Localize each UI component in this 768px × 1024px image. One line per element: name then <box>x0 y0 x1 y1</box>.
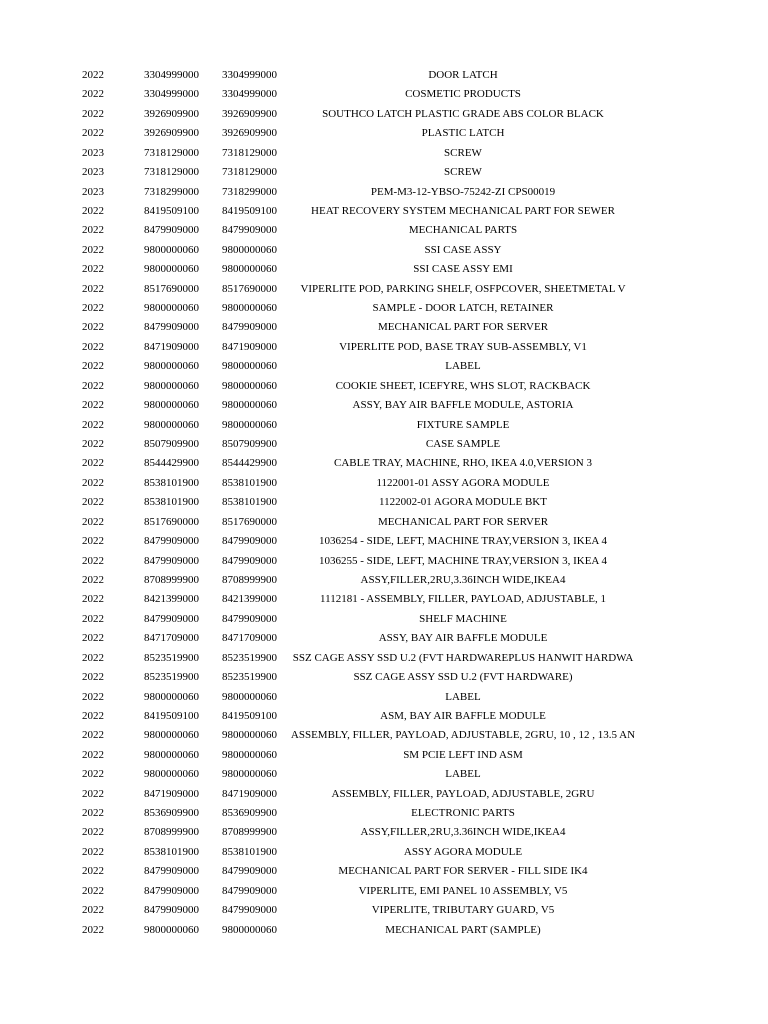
code-cell: 9800000060 <box>144 690 199 703</box>
code-cell: 8708999900 <box>144 826 199 839</box>
code-cell: 9800000060 <box>144 243 199 256</box>
code-cell: 3304999000 <box>222 69 277 81</box>
code-cell: 8517690000 <box>144 282 199 295</box>
description-cell: SSI CASE ASSY EMI <box>413 263 513 276</box>
code-cell: 9800000060 <box>144 729 199 742</box>
description-cell: SSZ CAGE ASSY SSD U.2 (FVT HARDWARE) <box>353 671 573 684</box>
code-cell: 8507909900 <box>222 438 277 451</box>
description-cell: VIPERLITE, TRIBUTARY GUARD, V5 <box>371 904 555 917</box>
description-cell: SSZ CAGE ASSY SSD U.2 (FVT HARDWAREPLUS HANWIT HARDWA <box>292 651 634 664</box>
code-cell: 8479909000 <box>222 904 277 917</box>
year-cell: 2022 <box>82 554 104 567</box>
description-cell: MECHANICAL PART (SAMPLE) <box>385 923 541 936</box>
code-cell: 8538101900 <box>144 476 199 489</box>
description-cell: MECHANICAL PARTS <box>408 224 518 237</box>
code-cell: 9800000060 <box>144 399 199 412</box>
code-cell: 3926909900 <box>144 127 199 140</box>
description-cell: LABEL <box>445 690 481 703</box>
code-cell: 8479909000 <box>144 224 199 237</box>
table-row <box>0 552 768 571</box>
description-cell: ELECTRONIC PARTS <box>411 807 515 820</box>
table-row <box>0 590 768 609</box>
table-row <box>0 221 768 240</box>
year-cell: 2022 <box>82 612 104 625</box>
table-row <box>0 726 768 745</box>
year-cell: 2022 <box>82 884 104 897</box>
table-row <box>0 260 768 279</box>
description-cell: MECHANICAL PART FOR SERVER <box>377 515 549 528</box>
code-cell: 3926909900 <box>222 107 277 120</box>
code-cell: 9800000060 <box>222 768 277 781</box>
code-cell: 8479909000 <box>222 554 277 567</box>
code-cell: 9800000060 <box>222 729 277 742</box>
code-cell: 8523519900 <box>144 671 199 684</box>
year-cell: 2022 <box>82 515 104 528</box>
code-cell: 9800000060 <box>144 360 199 373</box>
year-cell: 2022 <box>82 496 104 509</box>
code-cell: 7318299000 <box>222 185 277 198</box>
year-cell: 2022 <box>82 399 104 412</box>
year-cell: 2022 <box>82 904 104 917</box>
table-row <box>0 532 768 551</box>
table-row <box>0 105 768 124</box>
table-row <box>0 765 768 784</box>
code-cell: 8538101900 <box>144 496 199 509</box>
description-cell: SCREW <box>444 146 482 159</box>
year-cell: 2022 <box>82 379 104 392</box>
code-cell: 8471909000 <box>144 787 199 800</box>
year-cell: 2022 <box>82 651 104 664</box>
description-cell: ASSY AGORA MODULE <box>403 845 523 858</box>
code-cell: 8419509100 <box>222 709 277 722</box>
code-cell: 8471909000 <box>144 340 199 353</box>
year-cell: 2022 <box>82 243 104 256</box>
year-cell: 2022 <box>82 826 104 839</box>
code-cell: 9800000060 <box>144 379 199 392</box>
code-cell: 8479909000 <box>222 865 277 878</box>
code-cell: 8479909000 <box>144 535 199 548</box>
description-cell: MECHANICAL PART FOR SERVER <box>377 321 549 334</box>
table-row <box>0 396 768 415</box>
description-cell: ASSY,FILLER,2RU,3.36INCH WIDE,IKEA4 <box>360 573 566 586</box>
description-cell: CASE SAMPLE <box>425 438 501 451</box>
code-cell: 8517690000 <box>222 282 277 295</box>
code-cell: 9800000060 <box>144 923 199 936</box>
year-cell: 2022 <box>82 127 104 140</box>
code-cell: 8538101900 <box>144 845 199 858</box>
table-row <box>0 901 768 920</box>
code-cell: 8479909000 <box>222 321 277 334</box>
code-cell: 9800000060 <box>222 748 277 761</box>
table-row <box>0 416 768 435</box>
year-cell: 2022 <box>82 360 104 373</box>
code-cell: 8479909000 <box>222 884 277 897</box>
code-cell: 8479909000 <box>222 535 277 548</box>
code-cell: 8536909900 <box>222 807 277 820</box>
code-cell: 8523519900 <box>222 651 277 664</box>
table-row <box>0 318 768 337</box>
description-cell: 1036254 - SIDE, LEFT, MACHINE TRAY,VERSION 3, IKEA 4 <box>318 535 608 548</box>
year-cell: 2022 <box>82 340 104 353</box>
table-row <box>0 707 768 726</box>
code-cell: 8471709000 <box>222 632 277 645</box>
year-cell: 2022 <box>82 787 104 800</box>
year-cell: 2022 <box>82 690 104 703</box>
year-cell: 2023 <box>82 185 104 198</box>
table-row <box>0 493 768 512</box>
code-cell: 8507909900 <box>144 438 199 451</box>
description-cell: VIPERLITE POD, BASE TRAY SUB-ASSEMBLY, V1 <box>339 340 587 353</box>
description-cell: 1036255 - SIDE, LEFT, MACHINE TRAY,VERSION 3, IKEA 4 <box>318 554 608 567</box>
table-row <box>0 882 768 901</box>
code-cell: 8419509100 <box>144 204 199 217</box>
year-cell: 2022 <box>82 573 104 586</box>
code-cell: 7318129000 <box>144 146 199 159</box>
code-cell: 8471909000 <box>222 787 277 800</box>
year-cell: 2023 <box>82 166 104 179</box>
description-cell: PEM-M3-12-YBSO-75242-ZI CPS00019 <box>370 185 556 198</box>
year-cell: 2022 <box>82 845 104 858</box>
description-cell: SAMPLE - DOOR LATCH, RETAINER <box>372 302 554 315</box>
table-row <box>0 804 768 823</box>
code-cell: 9800000060 <box>222 360 277 373</box>
year-cell: 2022 <box>82 923 104 936</box>
description-cell: PLASTIC LATCH <box>421 127 505 140</box>
table-row <box>0 280 768 299</box>
code-cell: 8523519900 <box>222 671 277 684</box>
code-cell: 9800000060 <box>222 399 277 412</box>
description-cell: 1112181 - ASSEMBLY, FILLER, PAYLOAD, ADJUSTABLE, 1 <box>320 593 606 606</box>
table-row <box>0 629 768 648</box>
description-cell: SOUTHCO LATCH PLASTIC GRADE ABS COLOR BLACK <box>322 107 604 120</box>
code-cell: 9800000060 <box>222 690 277 703</box>
code-cell: 8517690000 <box>144 515 199 528</box>
year-cell: 2022 <box>82 768 104 781</box>
code-cell: 7318129000 <box>222 146 277 159</box>
year-cell: 2022 <box>82 224 104 237</box>
year-cell: 2022 <box>82 69 104 81</box>
code-cell: 8479909000 <box>144 554 199 567</box>
description-cell: COSMETIC PRODUCTS <box>405 88 521 101</box>
table-row <box>0 183 768 202</box>
description-cell: LABEL <box>445 768 481 781</box>
table-row <box>0 862 768 881</box>
code-cell: 7318299000 <box>144 185 199 198</box>
description-cell: ASSEMBLY, FILLER, PAYLOAD, ADJUSTABLE, 2GRU <box>331 787 595 800</box>
year-cell: 2022 <box>82 302 104 315</box>
table-row <box>0 474 768 493</box>
year-cell: 2022 <box>82 632 104 645</box>
table-row <box>0 454 768 473</box>
table-row <box>0 921 768 940</box>
code-cell: 8708999900 <box>144 573 199 586</box>
code-cell: 8419509100 <box>222 204 277 217</box>
code-cell: 8479909000 <box>144 884 199 897</box>
description-cell: CABLE TRAY, MACHINE, RHO, IKEA 4.0,VERSION 3 <box>333 457 592 470</box>
code-cell: 3304999000 <box>144 88 199 101</box>
table-row <box>0 299 768 318</box>
code-cell: 8479909000 <box>222 224 277 237</box>
table-row <box>0 843 768 862</box>
code-cell: 8523519900 <box>144 651 199 664</box>
year-cell: 2022 <box>82 476 104 489</box>
description-cell: SCREW <box>444 166 482 179</box>
code-cell: 8419509100 <box>144 709 199 722</box>
description-cell: 1122001-01 ASSY AGORA MODULE <box>376 476 550 489</box>
code-cell: 8517690000 <box>222 515 277 528</box>
description-cell: ASSY,FILLER,2RU,3.36INCH WIDE,IKEA4 <box>360 826 566 839</box>
year-cell: 2022 <box>82 535 104 548</box>
year-cell: 2022 <box>82 204 104 217</box>
code-cell: 9800000060 <box>144 263 199 276</box>
description-cell: VIPERLITE, EMI PANEL 10 ASSEMBLY, V5 <box>358 884 568 897</box>
code-cell: 9800000060 <box>144 748 199 761</box>
code-cell: 9800000060 <box>222 263 277 276</box>
code-cell: 9800000060 <box>222 302 277 315</box>
code-cell: 3926909900 <box>222 127 277 140</box>
table-row <box>0 202 768 221</box>
table-row <box>0 338 768 357</box>
year-cell: 2022 <box>82 88 104 101</box>
table-row <box>0 688 768 707</box>
description-cell: MECHANICAL PART FOR SERVER - FILL SIDE IK4 <box>338 865 588 878</box>
code-cell: 8471909000 <box>222 340 277 353</box>
code-cell: 8479909000 <box>144 321 199 334</box>
year-cell: 2022 <box>82 709 104 722</box>
description-cell: FIXTURE SAMPLE <box>416 418 510 431</box>
description-cell: ASSY, BAY AIR BAFFLE MODULE, ASTORIA <box>352 399 574 412</box>
year-cell: 2022 <box>82 282 104 295</box>
code-cell: 9800000060 <box>222 923 277 936</box>
code-cell: 8544429900 <box>222 457 277 470</box>
year-cell: 2022 <box>82 865 104 878</box>
year-cell: 2022 <box>82 263 104 276</box>
code-cell: 8479909000 <box>144 612 199 625</box>
code-cell: 9800000060 <box>144 418 199 431</box>
year-cell: 2022 <box>82 107 104 120</box>
code-cell: 8538101900 <box>222 496 277 509</box>
code-cell: 8421399000 <box>222 593 277 606</box>
table-row <box>0 85 768 104</box>
table-row <box>0 571 768 590</box>
year-cell: 2022 <box>82 748 104 761</box>
code-cell: 9800000060 <box>222 379 277 392</box>
code-cell: 8421399000 <box>144 593 199 606</box>
code-cell: 8479909000 <box>222 612 277 625</box>
code-cell: 9800000060 <box>222 243 277 256</box>
table-row <box>0 823 768 842</box>
description-cell: ASM, BAY AIR BAFFLE MODULE <box>380 709 546 722</box>
code-cell: 9800000060 <box>144 768 199 781</box>
table-row <box>0 66 768 85</box>
code-cell: 9800000060 <box>222 418 277 431</box>
year-cell: 2022 <box>82 671 104 684</box>
code-cell: 8536909900 <box>144 807 199 820</box>
code-cell: 8538101900 <box>222 845 277 858</box>
table-row <box>0 610 768 629</box>
description-cell: HEAT RECOVERY SYSTEM MECHANICAL PART FOR SEWER <box>311 204 615 217</box>
code-cell: 3304999000 <box>144 69 199 81</box>
table-row <box>0 513 768 532</box>
description-cell: DOOR LATCH <box>428 69 498 81</box>
year-cell: 2022 <box>82 457 104 470</box>
code-cell: 7318129000 <box>222 166 277 179</box>
code-cell: 8479909000 <box>144 865 199 878</box>
description-cell: LABEL <box>445 360 481 373</box>
description-cell: 1122002-01 AGORA MODULE BKT <box>379 496 547 509</box>
code-cell: 9800000060 <box>144 302 199 315</box>
table-row <box>0 746 768 765</box>
year-cell: 2022 <box>82 321 104 334</box>
code-cell: 3304999000 <box>222 88 277 101</box>
table-row <box>0 649 768 668</box>
year-cell: 2022 <box>82 807 104 820</box>
table-row <box>0 357 768 376</box>
code-cell: 7318129000 <box>144 166 199 179</box>
description-cell: COOKIE SHEET, ICEFYRE, WHS SLOT, RACKBACK <box>335 379 591 392</box>
table-row <box>0 124 768 143</box>
year-cell: 2022 <box>82 593 104 606</box>
year-cell: 2022 <box>82 729 104 742</box>
table-row <box>0 144 768 163</box>
year-cell: 2023 <box>82 146 104 159</box>
description-cell: SM PCIE LEFT IND ASM <box>403 748 523 761</box>
code-cell: 8544429900 <box>144 457 199 470</box>
code-cell: 8708999900 <box>222 573 277 586</box>
description-cell: ASSEMBLY, FILLER, PAYLOAD, ADJUSTABLE, 2GRU, 10 , 12 , 13.5 AN <box>290 729 636 742</box>
code-cell: 8471709000 <box>144 632 199 645</box>
code-cell: 8708999900 <box>222 826 277 839</box>
year-cell: 2022 <box>82 438 104 451</box>
table-row <box>0 163 768 182</box>
year-cell: 2022 <box>82 418 104 431</box>
table-row <box>0 668 768 687</box>
description-cell: SHELF MACHINE <box>419 612 507 625</box>
table-row <box>0 785 768 804</box>
description-cell: SSI CASE ASSY <box>424 243 502 256</box>
description-cell: ASSY, BAY AIR BAFFLE MODULE <box>378 632 548 645</box>
code-cell: 8479909000 <box>144 904 199 917</box>
code-cell: 8538101900 <box>222 476 277 489</box>
table-row <box>0 241 768 260</box>
table-row <box>0 377 768 396</box>
table-row <box>0 435 768 454</box>
data-table <box>0 66 768 940</box>
description-cell: VIPERLITE POD, PARKING SHELF, OSFPCOVER, SHEETMETAL V <box>300 282 626 295</box>
code-cell: 3926909900 <box>144 107 199 120</box>
